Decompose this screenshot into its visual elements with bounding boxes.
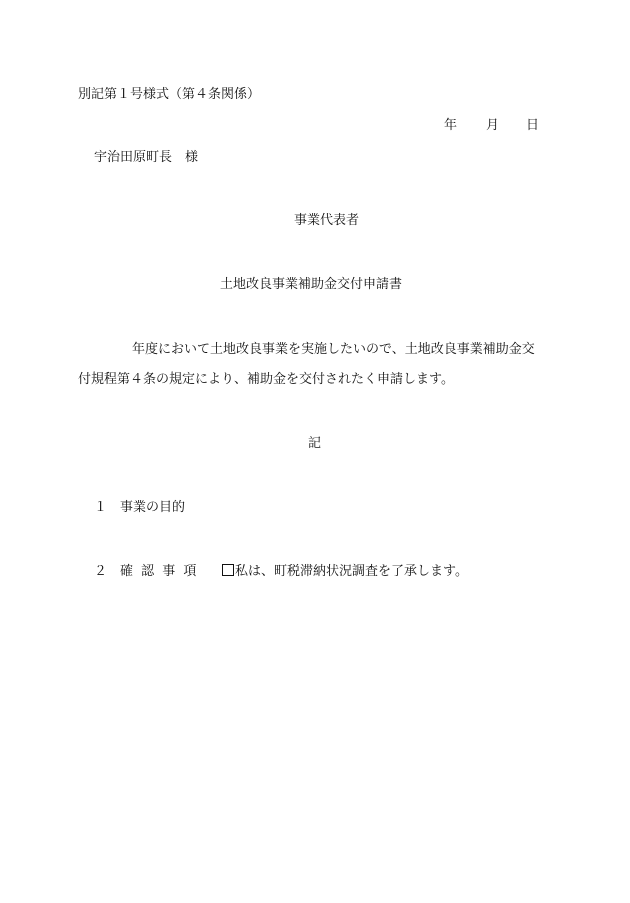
form-reference: 別記第１号様式（第４条関係） <box>78 87 261 102</box>
item-label: 確 認 事 項 <box>120 564 199 579</box>
item-purpose <box>94 500 185 516</box>
tax-consent-label: 私は、町税滞納状況調査を了承します。 <box>235 564 468 579</box>
document-title: 土地改良事業補助金交付申請書 <box>220 277 403 292</box>
item-label: 事業の目的 <box>120 500 186 515</box>
date-month-label: 月 <box>486 118 500 133</box>
body-text-line-2: 付規程第４条の規定により、補助金を交付されたく申請します。 <box>78 372 454 387</box>
date-year-label: 年 <box>444 118 458 133</box>
ki-heading: 記 <box>308 436 322 451</box>
tax-consent-checkbox[interactable] <box>222 564 234 576</box>
date-row <box>444 118 539 134</box>
body-text-line-1: 年度において土地改良事業を実施したいので、土地改良事業補助金交 <box>132 342 535 357</box>
representative-label: 事業代表者 <box>294 213 360 228</box>
item-confirmation <box>94 564 468 580</box>
item-number: ２ <box>94 564 108 579</box>
addressee: 宇治田原町長 様 <box>94 150 199 165</box>
item-number: １ <box>94 500 108 515</box>
date-day-label: 日 <box>526 118 540 133</box>
